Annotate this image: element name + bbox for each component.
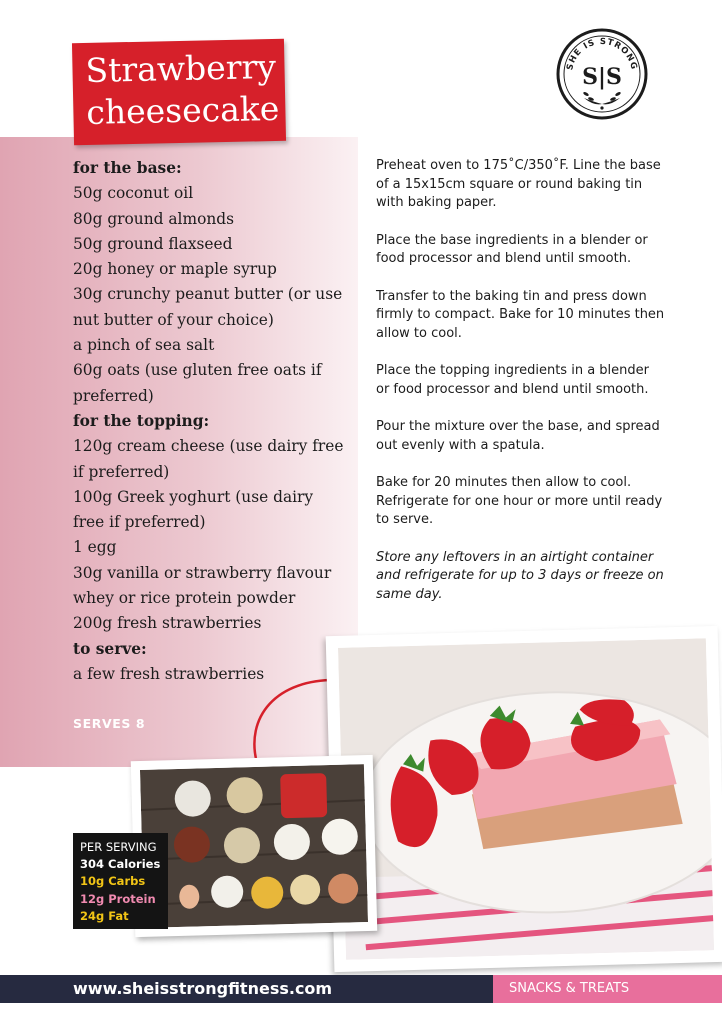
ingredient-section-heading: for the topping: (73, 411, 210, 430)
nutrition-fat: 24g Fat (80, 908, 129, 923)
ingredient-line: nut butter of your choice) (73, 310, 274, 329)
cheesecake-photo (326, 626, 722, 972)
website-link[interactable]: www.sheisstrongfitness.com (73, 979, 333, 998)
ingredient-list (73, 156, 353, 687)
method-step: Preheat oven to 175˚C/350˚F. Line the base of a 15x15cm square or round baking tin with baking paper. (376, 158, 661, 210)
method-step: Bake for 20 minutes then allow to cool. Refrigerate for one hour or more until ready to serve. (376, 475, 663, 527)
category-tag: SNACKS & TREATS (493, 975, 722, 1003)
method-step: Transfer to the baking tin and press down firmly to compact. Bake for 10 minutes then allow to cool. (376, 288, 665, 341)
recipe-title-line1: Strawberry (85, 46, 277, 90)
method-step: Place the topping ingredients in a blender or food processor and blend until smooth. (376, 363, 649, 397)
method-step: Place the base ingredients in a blender or food processor and blend until smooth. (376, 232, 648, 266)
recipe-title-box (72, 39, 286, 145)
ingredient-line: 120g cream cheese (use dairy free (73, 437, 344, 456)
ingredient-line: preferred) (73, 386, 154, 405)
ingredient-line: 30g crunchy peanut butter (or use (73, 285, 343, 304)
ingredient-line: if preferred) (73, 462, 170, 481)
ingredient-line: 50g coconut oil (73, 184, 194, 203)
ingredient-line: 20g honey or maple syrup (73, 260, 277, 279)
ingredient-line: 60g oats (use gluten free oats if (73, 361, 322, 380)
nutrition-calories: 304 Calories (80, 857, 161, 872)
ingredient-line: 200g fresh strawberries (73, 614, 262, 633)
ingredient-line: 100g Greek yoghurt (use dairy (73, 487, 314, 506)
ingredient-line: whey or rice protein powder (73, 589, 296, 608)
nutrition-carbs: 10g Carbs (80, 874, 146, 889)
serves-label: SERVES 8 (73, 716, 146, 731)
method-steps (376, 157, 666, 623)
nutrition-heading: PER SERVING (80, 840, 157, 854)
ingredient-line: 1 egg (73, 538, 117, 557)
ingredient-line: 50g ground flaxseed (73, 234, 233, 253)
method-step: Pour the mixture over the base, and spread out evenly with a spatula. (376, 419, 660, 453)
logo-monogram: S|S (582, 64, 622, 90)
ingredient-line: free if preferred) (73, 513, 206, 532)
cheesecake-illustration (338, 638, 714, 960)
ingredient-section-heading: to serve: (73, 639, 147, 658)
ingredient-line: a few fresh strawberries (73, 664, 265, 683)
ingredient-line: 30g vanilla or strawberry flavour (73, 563, 332, 582)
recipe-title-line2: cheesecake (85, 88, 280, 132)
logo-text: SHE IS STRONG (565, 36, 639, 72)
she-is-strong-logo (556, 28, 648, 120)
nutrition-box (73, 833, 168, 929)
ingredient-line: 80g ground almonds (73, 209, 234, 228)
ingredient-section-heading: for the base: (73, 159, 182, 177)
storage-note: Store any leftovers in an airtight container and refrigerate for up to 3 days or freeze on same day. (376, 549, 664, 602)
nutrition-protein: 12g Protein (80, 891, 156, 906)
ingredient-line: a pinch of sea salt (73, 336, 215, 355)
ingredients-illustration (140, 764, 368, 928)
